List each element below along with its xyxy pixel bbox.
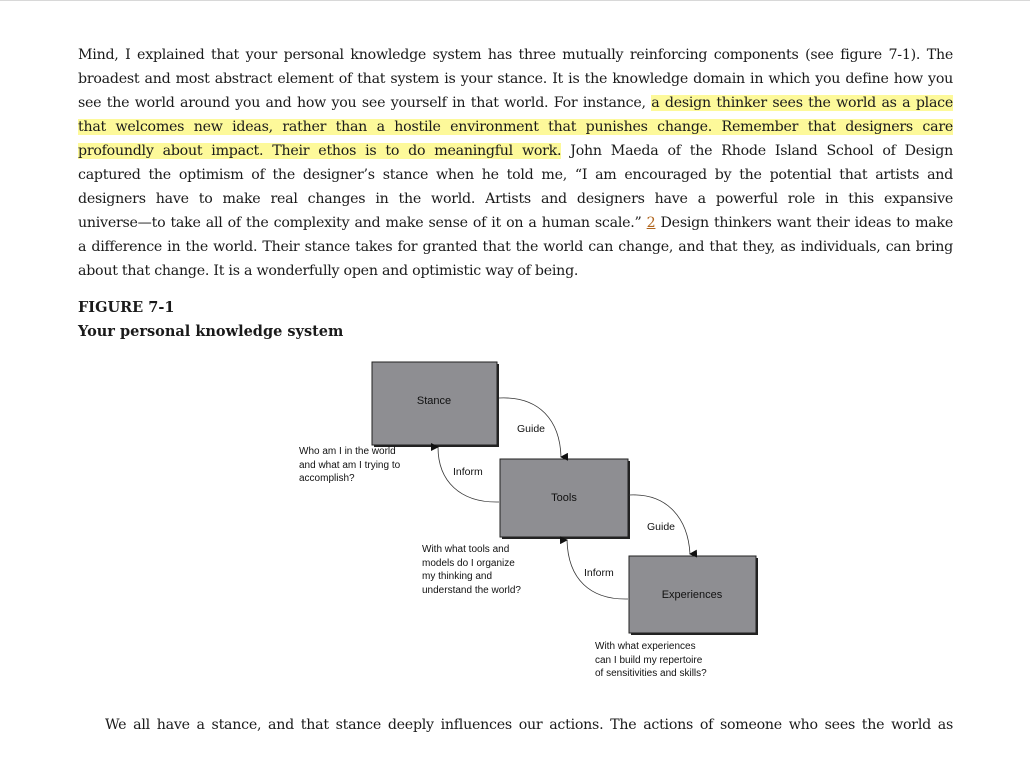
figure-number: FIGURE 7-1 [78,299,175,316]
text-segment: see the world around you and how you see yourself in that world. For instance, [78,95,652,111]
figure-title: Your personal knowledge system [78,323,344,340]
text-segment: Mind, I explained that your personal knowledge system has three mutually reinforcing components (see figure 7-1). The [78,47,953,63]
next-paragraph: We all have a stance, and that stance deeply influences our actions. The actions of someone who sees the world as [105,717,953,733]
caption-line: Who am I in the world [299,446,396,457]
text-segment: a difference in the world. Their stance takes for granted that the world can change, and that they, as individuals, can bring [78,239,953,255]
tools-caption [422,543,521,597]
knowledge-system-diagram [0,1,1030,766]
caption-line: accomplish? [299,473,355,484]
footnote-link[interactable]: 2 [646,215,656,231]
caption-line: understand the world? [422,584,521,596]
stance-caption [299,445,400,486]
text-segment: John Maeda of the Rhode Island School of Design [561,143,953,159]
caption-line: With what experiences [595,641,696,652]
text-segment: broadest and most abstract element of that system is your stance. It is the knowledge domain in which you define how you [78,71,953,87]
caption-line: can I build my repertoire [595,654,703,666]
caption-line: of sensitivities and skills? [595,668,707,679]
text-segment: Design thinkers want their ideas to make [655,215,953,231]
text-segment: designers have to make real changes in the world. Artists and designers have a powerful role in this expansive [78,191,953,207]
experiences-label: Experiences [661,589,723,601]
stance-label: Stance [416,395,452,407]
inform-label: Inform [453,466,483,478]
caption-line: and what am I trying to [299,459,401,471]
caption-line: With what tools and [422,544,510,555]
caption-line: my thinking and [422,571,493,582]
guide-label: Guide [647,521,676,533]
caption-line: models do I organize [422,557,515,569]
highlighted-text: profoundly about impact. Their ethos is to do meaningful work. [78,143,562,159]
guide-label: Guide [517,423,546,435]
highlighted-text: a design thinker sees the world as a place [651,95,953,111]
text-segment: captured the optimism of the designer’s stance when he told me, “I am encouraged by the potential that artists and [78,167,953,183]
highlighted-text: that welcomes new ideas, rather than a hostile environment that punishes change. Remember that designers care [78,119,953,135]
inform-label: Inform [584,567,614,579]
text-segment: universe—to take all of the complexity and make sense of it on a human scale.” [78,215,647,231]
tools-label: Tools [551,492,577,504]
text-segment: about that change. It is a wonderfully open and optimistic way of being. [78,263,579,279]
experiences-caption [595,640,707,681]
